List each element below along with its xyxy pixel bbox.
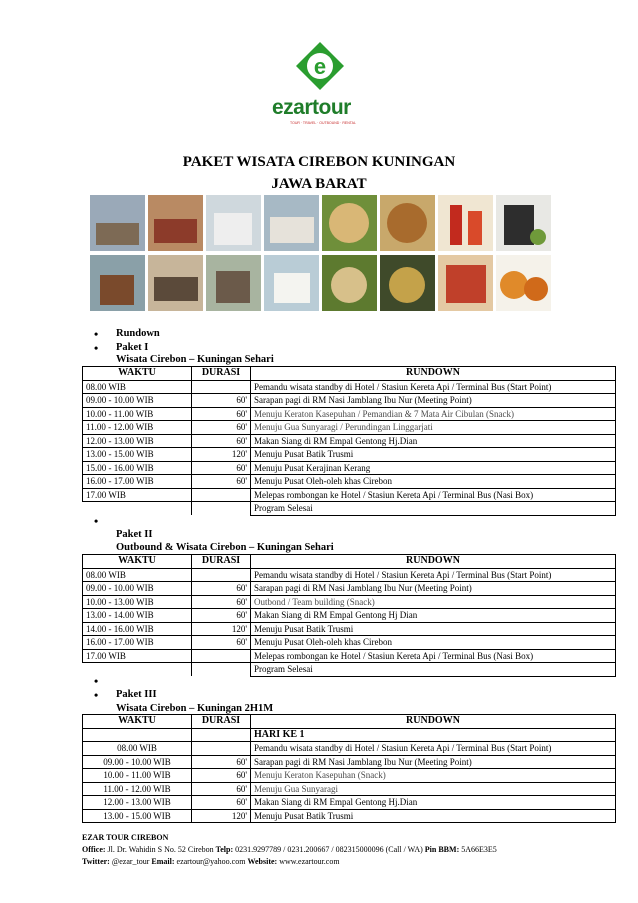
table-row: [83, 809, 616, 823]
photo-temple: [206, 255, 261, 311]
header-rundown: RUNDOWN: [251, 715, 616, 729]
table-header-row: [83, 715, 616, 729]
photo-snack: [438, 255, 493, 311]
cell-waktu: 09.00 - 10.00 WIB: [83, 755, 192, 769]
cell-waktu: 14.00 - 16.00 WIB: [83, 622, 192, 636]
cell-waktu: 17.00 WIB: [83, 649, 192, 663]
cell-durasi: 60': [192, 609, 251, 623]
table-row: [83, 475, 616, 489]
footer-twitter: @ezar_tour: [111, 857, 150, 866]
paket1-table: [82, 366, 616, 516]
cell-waktu: 13.00 - 15.00 WIB: [83, 809, 192, 823]
cell-durasi: 60': [192, 782, 251, 796]
day-row: [83, 728, 616, 742]
cell-empty: [192, 728, 251, 742]
cell-waktu: 11.00 - 12.00 WIB: [83, 421, 192, 435]
table-row: [83, 742, 616, 756]
cell-waktu: 16.00 - 17.00 WIB: [83, 636, 192, 650]
table-row: [83, 622, 616, 636]
paket3-table: [82, 714, 616, 823]
cell-waktu: 11.00 - 12.00 WIB: [83, 782, 192, 796]
paket3-subtitle: Wisata Cirebon – Kuningan 2H1M: [116, 703, 274, 714]
table-row: [83, 568, 616, 582]
cell-rundown: Sarapan pagi di RM Nasi Jamblang Ibu Nur (Meeting Point): [251, 755, 616, 769]
cell-rundown: Menuju Keraton Kasepuhan / Pemandian & 7 Mata Air Cibulan (Snack): [251, 407, 616, 421]
table-row: [83, 796, 616, 810]
cell-durasi: 60': [192, 421, 251, 435]
table-row: [83, 755, 616, 769]
table-row: [83, 461, 616, 475]
day-label: HARI KE 1: [251, 728, 616, 742]
table-header-row: [83, 367, 616, 381]
cell-rundown: Melepas rombongan ke Hotel / Stasiun Kereta Api / Terminal Bus (Nasi Box): [251, 649, 616, 663]
table-row: [83, 782, 616, 796]
bullet-empty: [88, 674, 157, 688]
table-row: [83, 421, 616, 435]
header-waktu: WAKTU: [83, 715, 192, 729]
photo-pot: [496, 195, 551, 251]
footer-company: EZAR TOUR CIREBON: [82, 833, 169, 842]
table-row: [83, 649, 616, 663]
photo-keraton: [90, 195, 145, 251]
cell-durasi: 60': [192, 769, 251, 783]
cell-waktu: 12.00 - 13.00 WIB: [83, 796, 192, 810]
cell-rundown: Menuju Pusat Batik Trusmi: [251, 809, 616, 823]
cell-waktu: 13.00 - 14.00 WIB: [83, 609, 192, 623]
cell-rundown: Menuju Keraton Kasepuhan (Snack): [251, 769, 616, 783]
cell-rundown: Makan Siang di RM Empal Gentong Hj.Dian: [251, 796, 616, 810]
cell-rundown: Outbond / Team building (Snack): [251, 595, 616, 609]
cell-durasi: 60': [192, 434, 251, 448]
cell-durasi: [192, 488, 251, 502]
cell-waktu: 13.00 - 15.00 WIB: [83, 448, 192, 462]
logo-wordmark: ezartour: [272, 96, 351, 119]
table-row: [83, 394, 616, 408]
table-row: [83, 434, 616, 448]
photo-fruit: [496, 255, 551, 311]
cell-rundown: Makan Siang di RM Empal Gentong Hj Dian: [251, 609, 616, 623]
table-row: [83, 407, 616, 421]
cell-waktu: 15.00 - 16.00 WIB: [83, 461, 192, 475]
cell-rundown: Menuju Gua Sunyaragi: [251, 782, 616, 796]
cell-durasi: 60': [192, 595, 251, 609]
cell-empty: [192, 663, 251, 677]
cell-durasi: 60': [192, 394, 251, 408]
cell-waktu: 10.00 - 13.00 WIB: [83, 595, 192, 609]
cell-rundown: Menuju Pusat Batik Trusmi: [251, 622, 616, 636]
header-waktu: WAKTU: [83, 555, 192, 569]
paket2-bullet: [88, 514, 116, 528]
photo-gate: [90, 255, 145, 311]
cell-waktu: 08.00 WIB: [83, 380, 192, 394]
footer-twitter-label: Twitter:: [82, 857, 110, 866]
cell-waktu: 09.00 - 10.00 WIB: [83, 582, 192, 596]
photo-hall: [148, 255, 203, 311]
photo-collage: [90, 193, 552, 313]
cell-durasi: 60': [192, 755, 251, 769]
cell-rundown: Menuju Gua Sunyaragi / Perundingan Linggarjati: [251, 421, 616, 435]
cell-durasi: 120': [192, 809, 251, 823]
cell-rundown: Pemandu wisata standby di Hotel / Stasiun Kereta Api / Terminal Bus (Start Point): [251, 380, 616, 394]
photo-building: [206, 195, 261, 251]
cell-waktu: 08.00 WIB: [83, 742, 192, 756]
bullet-empty: [88, 514, 116, 528]
logo-tagline: TOUR · TRAVEL · OUTBOUND · RENTAL: [290, 121, 356, 125]
cell-durasi: 120': [192, 448, 251, 462]
bullet-rundown: • Rundown: [88, 327, 160, 341]
table-row: [83, 502, 616, 516]
footer-email-label: Email:: [151, 857, 175, 866]
paket3-bullet-list: [88, 674, 157, 702]
table-row: [83, 488, 616, 502]
page-title: PAKET WISATA CIREBON KUNINGAN: [182, 154, 456, 170]
cell-durasi: 60': [192, 407, 251, 421]
cell-rundown: Makan Siang di RM Empal Gentong Hj.Dian: [251, 434, 616, 448]
cell-rundown: Sarapan pagi di RM Nasi Jamblang Ibu Nur (Meeting Point): [251, 582, 616, 596]
cell-waktu: 17.00 WIB: [83, 488, 192, 502]
header-durasi: DURASI: [192, 367, 251, 381]
header-durasi: DURASI: [192, 555, 251, 569]
cell-program-selesai: Program Selesai: [251, 663, 616, 677]
table-header-row: [83, 555, 616, 569]
paket2-title: Paket II: [116, 529, 153, 540]
cell-durasi: 60': [192, 796, 251, 810]
photo-food-4: [380, 255, 435, 311]
footer-telp: 0231.9297789 / 0231.200667 / 082315000096 (Call / WA): [235, 845, 423, 854]
cell-rundown: Menuju Pusat Kerajinan Kerang: [251, 461, 616, 475]
cell-waktu: 10.00 - 11.00 WIB: [83, 407, 192, 421]
cell-waktu: 08.00 WIB: [83, 568, 192, 582]
footer-email: ezartour@yahoo.com: [176, 857, 246, 866]
paket2-subtitle: Outbound & Wisata Cirebon – Kuningan Sehari: [116, 542, 334, 553]
cell-durasi: [192, 742, 251, 756]
table-row: [83, 663, 616, 677]
cell-waktu: 10.00 - 11.00 WIB: [83, 769, 192, 783]
table-row: [83, 609, 616, 623]
table-row: [83, 582, 616, 596]
paket2-table: [82, 554, 616, 677]
footer-pin-label: Pin BBM:: [424, 845, 460, 854]
photo-food-1: [322, 195, 377, 251]
cell-empty: [192, 502, 251, 516]
cell-rundown: Pemandu wisata standby di Hotel / Stasiun Kereta Api / Terminal Bus (Start Point): [251, 568, 616, 582]
table-row: [83, 448, 616, 462]
cell-rundown: Pemandu wisata standby di Hotel / Stasiun Kereta Api / Terminal Bus (Start Point): [251, 742, 616, 756]
footer-pin: 5A66E3E5: [461, 845, 497, 854]
cell-waktu: 09.00 - 10.00 WIB: [83, 394, 192, 408]
header-rundown: RUNDOWN: [251, 367, 616, 381]
cell-durasi: 120': [192, 622, 251, 636]
photo-mansion: [264, 255, 319, 311]
bullet-paket-1: • Paket I: [88, 341, 160, 355]
photo-colonial: [264, 195, 319, 251]
cell-empty: [83, 728, 192, 742]
cell-rundown: Menuju Pusat Oleh-oleh khas Cirebon: [251, 475, 616, 489]
header-rundown: RUNDOWN: [251, 555, 616, 569]
page-subtitle: JAWA BARAT: [271, 176, 367, 192]
cell-waktu: 16.00 - 17.00 WIB: [83, 475, 192, 489]
photo-food-3: [322, 255, 377, 311]
cell-durasi: 60': [192, 475, 251, 489]
footer-office: Jl. Dr. Wahidin S No. 52 Cirebon: [107, 845, 214, 854]
cell-durasi: 60': [192, 461, 251, 475]
cell-durasi: 60': [192, 582, 251, 596]
header-durasi: DURASI: [192, 715, 251, 729]
footer-telp-label: Telp:: [215, 845, 234, 854]
cell-rundown: Menuju Pusat Batik Trusmi: [251, 448, 616, 462]
table-row: [83, 636, 616, 650]
photo-food-2: [380, 195, 435, 251]
paket1-subtitle: Wisata Cirebon – Kuningan Sehari: [116, 354, 274, 365]
photo-sauce: [438, 195, 493, 251]
table-row: [83, 769, 616, 783]
svg-text:e: e: [313, 54, 327, 79]
footer-website-label: Website:: [247, 857, 278, 866]
table-row: [83, 595, 616, 609]
bullet-paket-3: • Paket III: [88, 688, 157, 702]
cell-rundown: Melepas rombongan ke Hotel / Stasiun Kereta Api / Terminal Bus (Nasi Box): [251, 488, 616, 502]
cell-durasi: [192, 649, 251, 663]
cell-durasi: [192, 380, 251, 394]
footer-office-label: Office:: [82, 845, 106, 854]
header-waktu: WAKTU: [83, 367, 192, 381]
footer-website: www.ezartour.com: [279, 857, 340, 866]
cell-durasi: 60': [192, 636, 251, 650]
cell-program-selesai: Program Selesai: [251, 502, 616, 516]
cell-rundown: Sarapan pagi di RM Nasi Jamblang Ibu Nur (Meeting Point): [251, 394, 616, 408]
page-footer: [82, 832, 497, 868]
photo-palace: [148, 195, 203, 251]
top-bullet-list: [88, 327, 160, 355]
cell-empty: [83, 502, 192, 516]
cell-waktu: 12.00 - 13.00 WIB: [83, 434, 192, 448]
cell-durasi: [192, 568, 251, 582]
table-row: [83, 380, 616, 394]
cell-rundown: Menuju Pusat Oleh-oleh khas Cirebon: [251, 636, 616, 650]
